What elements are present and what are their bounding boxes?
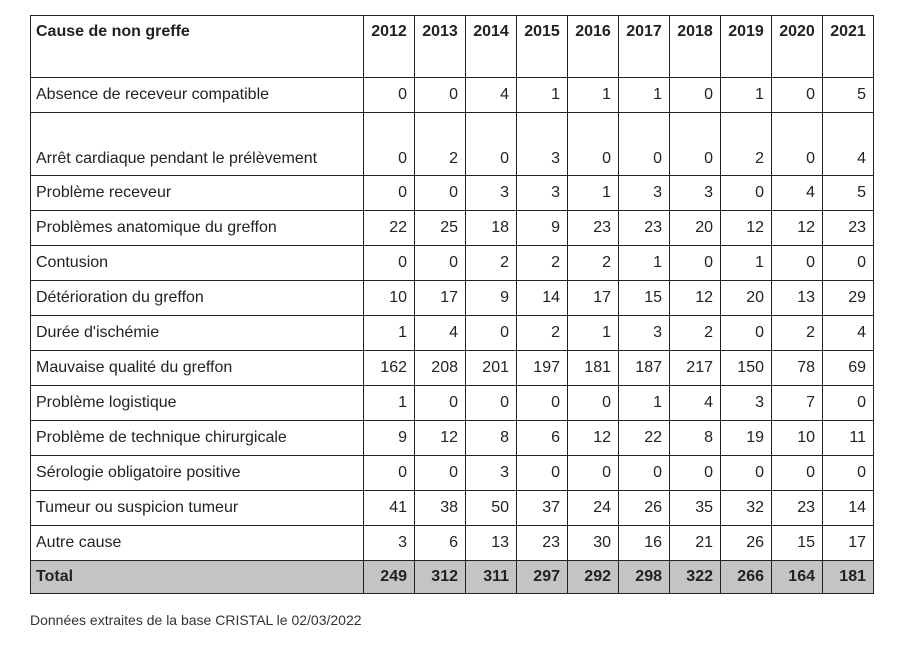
value-cell: 217 <box>670 351 721 386</box>
value-cell: 3 <box>619 316 670 351</box>
value-cell: 17 <box>568 281 619 316</box>
value-cell: 208 <box>415 351 466 386</box>
value-cell: 187 <box>619 351 670 386</box>
value-cell: 24 <box>568 491 619 526</box>
value-cell: 6 <box>517 421 568 456</box>
value-cell: 2 <box>517 246 568 281</box>
value-cell: 23 <box>568 211 619 246</box>
value-cell: 25 <box>415 211 466 246</box>
table-row <box>31 526 874 561</box>
value-cell: 3 <box>466 176 517 211</box>
value-cell: 12 <box>772 211 823 246</box>
value-cell: 0 <box>466 113 517 176</box>
cause-cell: Problèmes anatomique du greffon <box>31 211 364 246</box>
value-cell: 0 <box>670 78 721 113</box>
cause-cell: Problème logistique <box>31 386 364 421</box>
value-cell: 12 <box>568 421 619 456</box>
value-cell: 4 <box>670 386 721 421</box>
total-cell: 322 <box>670 561 721 594</box>
value-cell: 12 <box>415 421 466 456</box>
value-cell: 11 <box>823 421 874 456</box>
value-cell: 14 <box>823 491 874 526</box>
value-cell: 1 <box>568 78 619 113</box>
value-cell: 50 <box>466 491 517 526</box>
value-cell: 4 <box>823 316 874 351</box>
header-year: 2019 <box>721 16 772 78</box>
value-cell: 2 <box>466 246 517 281</box>
total-cell: 266 <box>721 561 772 594</box>
header-year: 2020 <box>772 16 823 78</box>
value-cell: 150 <box>721 351 772 386</box>
header-year: 2021 <box>823 16 874 78</box>
cause-cell: Autre cause <box>31 526 364 561</box>
value-cell: 10 <box>772 421 823 456</box>
value-cell: 3 <box>670 176 721 211</box>
cause-cell: Problème de technique chirurgicale <box>31 421 364 456</box>
total-cell: 292 <box>568 561 619 594</box>
table-body <box>31 78 874 561</box>
header-year: 2014 <box>466 16 517 78</box>
value-cell: 22 <box>619 421 670 456</box>
value-cell: 2 <box>772 316 823 351</box>
value-cell: 21 <box>670 526 721 561</box>
table-row <box>31 491 874 526</box>
value-cell: 9 <box>466 281 517 316</box>
total-label: Total <box>31 561 364 594</box>
value-cell: 2 <box>517 316 568 351</box>
value-cell: 1 <box>721 78 772 113</box>
value-cell: 1 <box>568 176 619 211</box>
value-cell: 0 <box>823 246 874 281</box>
header-year: 2012 <box>364 16 415 78</box>
cause-cell: Tumeur ou suspicion tumeur <box>31 491 364 526</box>
table-row <box>31 316 874 351</box>
table-row <box>31 351 874 386</box>
value-cell: 3 <box>466 456 517 491</box>
value-cell: 20 <box>721 281 772 316</box>
value-cell: 181 <box>568 351 619 386</box>
value-cell: 0 <box>568 386 619 421</box>
value-cell: 14 <box>517 281 568 316</box>
value-cell: 0 <box>568 113 619 176</box>
header-year: 2018 <box>670 16 721 78</box>
cause-cell: Problème receveur <box>31 176 364 211</box>
value-cell: 1 <box>721 246 772 281</box>
value-cell: 0 <box>721 456 772 491</box>
table-row <box>31 211 874 246</box>
value-cell: 162 <box>364 351 415 386</box>
value-cell: 10 <box>364 281 415 316</box>
value-cell: 0 <box>772 456 823 491</box>
value-cell: 0 <box>772 113 823 176</box>
value-cell: 3 <box>517 113 568 176</box>
value-cell: 0 <box>415 246 466 281</box>
value-cell: 0 <box>670 113 721 176</box>
cause-cell: Absence de receveur compatible <box>31 78 364 113</box>
value-cell: 0 <box>772 246 823 281</box>
table-header-row <box>31 16 874 78</box>
value-cell: 23 <box>823 211 874 246</box>
value-cell: 0 <box>721 316 772 351</box>
header-year: 2013 <box>415 16 466 78</box>
value-cell: 0 <box>466 386 517 421</box>
cause-cell: Détérioration du greffon <box>31 281 364 316</box>
total-cell: 164 <box>772 561 823 594</box>
value-cell: 0 <box>364 113 415 176</box>
value-cell: 0 <box>619 456 670 491</box>
value-cell: 1 <box>517 78 568 113</box>
table-row <box>31 386 874 421</box>
value-cell: 0 <box>823 456 874 491</box>
value-cell: 38 <box>415 491 466 526</box>
value-cell: 0 <box>772 78 823 113</box>
header-year: 2017 <box>619 16 670 78</box>
value-cell: 12 <box>721 211 772 246</box>
table-row <box>31 246 874 281</box>
value-cell: 0 <box>517 386 568 421</box>
value-cell: 4 <box>823 113 874 176</box>
value-cell: 16 <box>619 526 670 561</box>
value-cell: 2 <box>721 113 772 176</box>
value-cell: 0 <box>466 316 517 351</box>
value-cell: 0 <box>364 176 415 211</box>
table-row <box>31 456 874 491</box>
value-cell: 20 <box>670 211 721 246</box>
total-cell: 311 <box>466 561 517 594</box>
value-cell: 35 <box>670 491 721 526</box>
value-cell: 0 <box>415 386 466 421</box>
value-cell: 18 <box>466 211 517 246</box>
value-cell: 0 <box>364 456 415 491</box>
value-cell: 12 <box>670 281 721 316</box>
value-cell: 0 <box>517 456 568 491</box>
value-cell: 23 <box>517 526 568 561</box>
table-row <box>31 421 874 456</box>
value-cell: 1 <box>619 78 670 113</box>
value-cell: 2 <box>415 113 466 176</box>
value-cell: 17 <box>415 281 466 316</box>
value-cell: 22 <box>364 211 415 246</box>
value-cell: 0 <box>364 246 415 281</box>
cause-cell: Arrêt cardiaque pendant le prélèvement <box>31 113 364 176</box>
table-row <box>31 113 874 176</box>
value-cell: 8 <box>466 421 517 456</box>
value-cell: 29 <box>823 281 874 316</box>
value-cell: 201 <box>466 351 517 386</box>
cause-cell: Sérologie obligatoire positive <box>31 456 364 491</box>
cause-cell: Durée d'ischémie <box>31 316 364 351</box>
table-row <box>31 281 874 316</box>
value-cell: 4 <box>415 316 466 351</box>
value-cell: 26 <box>721 526 772 561</box>
total-cell: 312 <box>415 561 466 594</box>
value-cell: 1 <box>364 386 415 421</box>
value-cell: 9 <box>364 421 415 456</box>
cause-cell: Contusion <box>31 246 364 281</box>
value-cell: 0 <box>619 113 670 176</box>
value-cell: 13 <box>466 526 517 561</box>
value-cell: 1 <box>364 316 415 351</box>
value-cell: 9 <box>517 211 568 246</box>
value-cell: 15 <box>619 281 670 316</box>
header-year: 2016 <box>568 16 619 78</box>
value-cell: 32 <box>721 491 772 526</box>
value-cell: 69 <box>823 351 874 386</box>
total-row <box>31 561 874 594</box>
value-cell: 15 <box>772 526 823 561</box>
value-cell: 0 <box>415 78 466 113</box>
value-cell: 5 <box>823 78 874 113</box>
value-cell: 0 <box>568 456 619 491</box>
value-cell: 4 <box>466 78 517 113</box>
value-cell: 0 <box>721 176 772 211</box>
value-cell: 1 <box>619 246 670 281</box>
value-cell: 3 <box>721 386 772 421</box>
value-cell: 23 <box>619 211 670 246</box>
value-cell: 1 <box>568 316 619 351</box>
header-year: 2015 <box>517 16 568 78</box>
value-cell: 26 <box>619 491 670 526</box>
value-cell: 13 <box>772 281 823 316</box>
value-cell: 0 <box>670 246 721 281</box>
table-row <box>31 176 874 211</box>
total-cell: 181 <box>823 561 874 594</box>
total-cell: 298 <box>619 561 670 594</box>
value-cell: 1 <box>619 386 670 421</box>
value-cell: 2 <box>568 246 619 281</box>
value-cell: 37 <box>517 491 568 526</box>
value-cell: 78 <box>772 351 823 386</box>
header-cause: Cause de non greffe <box>31 16 364 78</box>
value-cell: 41 <box>364 491 415 526</box>
table-row <box>31 78 874 113</box>
value-cell: 0 <box>364 78 415 113</box>
non-graft-causes-table <box>30 15 874 594</box>
value-cell: 6 <box>415 526 466 561</box>
value-cell: 8 <box>670 421 721 456</box>
value-cell: 30 <box>568 526 619 561</box>
value-cell: 0 <box>670 456 721 491</box>
value-cell: 0 <box>415 176 466 211</box>
value-cell: 19 <box>721 421 772 456</box>
value-cell: 17 <box>823 526 874 561</box>
value-cell: 0 <box>415 456 466 491</box>
value-cell: 197 <box>517 351 568 386</box>
cause-cell: Mauvaise qualité du greffon <box>31 351 364 386</box>
value-cell: 3 <box>517 176 568 211</box>
value-cell: 23 <box>772 491 823 526</box>
value-cell: 4 <box>772 176 823 211</box>
value-cell: 7 <box>772 386 823 421</box>
value-cell: 3 <box>619 176 670 211</box>
data-source-note: Données extraites de la base CRISTAL le 02/03/2022 <box>30 612 362 628</box>
value-cell: 3 <box>364 526 415 561</box>
value-cell: 0 <box>823 386 874 421</box>
total-cell: 249 <box>364 561 415 594</box>
total-cell: 297 <box>517 561 568 594</box>
value-cell: 5 <box>823 176 874 211</box>
value-cell: 2 <box>670 316 721 351</box>
